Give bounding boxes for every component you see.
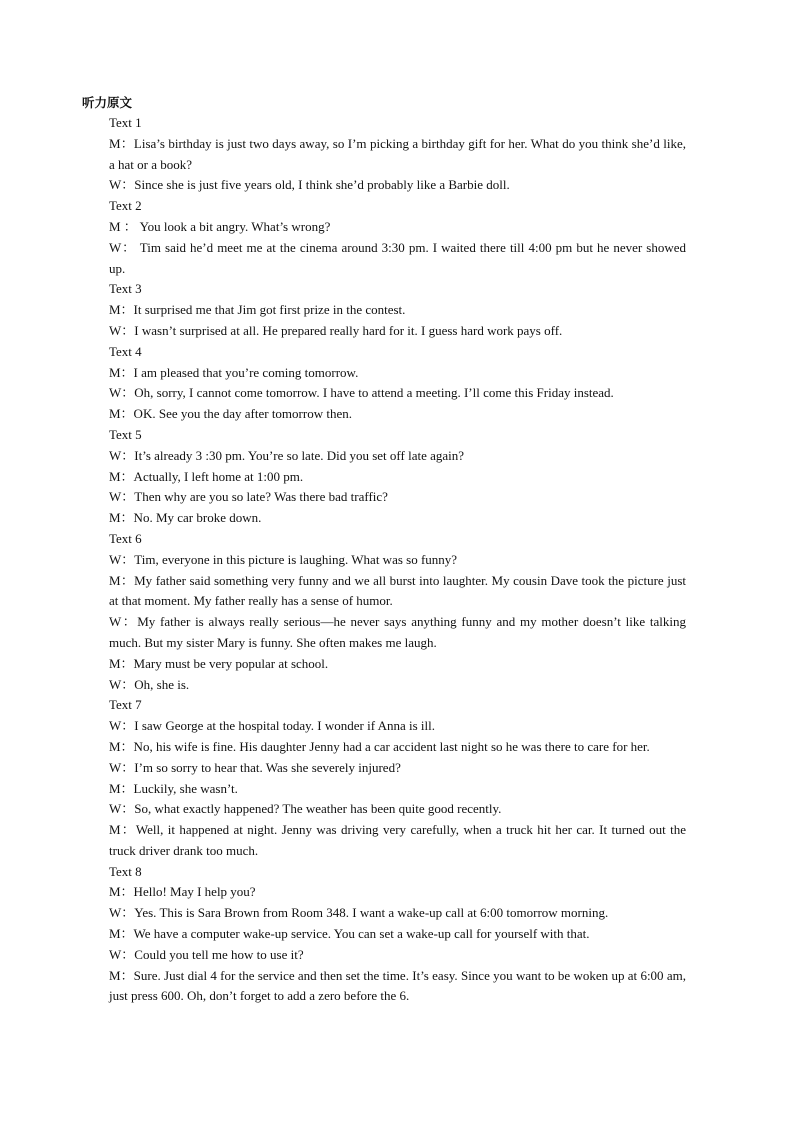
text-section <box>109 196 686 279</box>
text-section <box>109 425 686 529</box>
text-label: Text 8 <box>109 863 142 879</box>
text-label: Text 1 <box>109 115 142 130</box>
dialogue-line: M：My father said something very funny and we all burst into laughter. My cousin Dave took the picture just at that moment. My father really has a sense of humor. <box>109 572 686 609</box>
document-title: 听力原文 <box>82 95 133 110</box>
text-label: Text 7 <box>109 697 142 713</box>
dialogue-line: M：Mary must be very popular at school. <box>109 655 329 671</box>
dialogue-line: W：My father is always really serious—he never says anything funny and my mother doesn’t like talking much. But my sister Mary is funny. She often makes me laugh. <box>109 614 686 650</box>
dialogue-line: M：I am pleased that you’re coming tomorrow. <box>109 364 359 380</box>
transcript-content <box>109 113 686 1007</box>
dialogue-line: M：Well, it happened at night. Jenny was driving very carefully, when a truck hit her car. It turned out the truck driver drank too much. <box>109 822 686 858</box>
dialogue-line: M：Sure. Just dial 4 for the service and then set the time. It’s easy. Since you want to be woken up at 6:00 am, just press 600. Oh, don’t forget to add a zero before the 6. <box>109 967 686 1004</box>
dialogue-line: M：OK. See you the day after tomorrow then. <box>109 406 352 422</box>
text-section <box>109 695 686 861</box>
text-section <box>109 862 686 1008</box>
dialogue-line: M：No, his wife is fine. His daughter Jenny had a car accident last night so he was there to care for her. <box>109 738 650 754</box>
text-label: Text 3 <box>109 281 142 297</box>
dialogue-line: W： Tim said he’d meet me at the cinema around 3:30 pm. I waited there till 4:00 pm but he never showed up. <box>109 239 686 276</box>
dialogue-line: M：Actually, I left home at 1:00 pm. <box>109 468 304 484</box>
dialogue-line: W：I saw George at the hospital today. I wonder if Anna is ill. <box>109 718 436 734</box>
dialogue-line: W：Then why are you so late? Was there bad traffic? <box>109 489 388 505</box>
text-section <box>109 279 686 341</box>
dialogue-line: W：I wasn’t surprised at all. He prepared really hard for it. I guess hard work pays off. <box>109 322 563 338</box>
dialogue-line: M：Luckily, she wasn’t. <box>109 780 238 796</box>
dialogue-line: W：Oh, she is. <box>109 676 190 692</box>
dialogue-line: W：So, what exactly happened? The weather has been quite good recently. <box>109 801 502 817</box>
dialogue-line: M：No. My car broke down. <box>109 510 262 526</box>
text-label: Text 6 <box>109 530 142 546</box>
dialogue-line: W：I’m so sorry to hear that. Was she severely injured? <box>109 759 401 775</box>
dialogue-line: W：Yes. This is Sara Brown from Room 348. I want a wake-up call at 6:00 tomorrow morning. <box>109 905 609 921</box>
dialogue-line: W：Since she is just five years old, I think she’d probably like a Barbie doll. <box>109 177 510 193</box>
dialogue-line: M：It surprised me that Jim got first prize in the contest. <box>109 302 406 318</box>
text-label: Text 5 <box>109 426 142 442</box>
text-label: Text 2 <box>109 198 142 214</box>
text-section <box>109 342 686 425</box>
dialogue-line: W：Oh, sorry, I cannot come tomorrow. I have to attend a meeting. I’ll come this Friday instead. <box>109 385 614 401</box>
dialogue-line: M：We have a computer wake-up service. You can set a wake-up call for yourself with that. <box>109 926 590 942</box>
text-label: Text 4 <box>109 343 142 359</box>
dialogue-line: W：Could you tell me how to use it? <box>109 946 304 962</box>
dialogue-line: M ： You look a bit angry. What’s wrong? <box>109 218 331 234</box>
dialogue-line: W：Tim, everyone in this picture is laughing. What was so funny? <box>109 551 458 567</box>
dialogue-line: M：Hello! May I help you? <box>109 884 256 900</box>
dialogue-line: W：It’s already 3 :30 pm. You’re so late. Did you set off late again? <box>109 447 465 463</box>
text-section <box>109 113 686 196</box>
dialogue-line: M：Lisa’s birthday is just two days away, so I’m picking a birthday gift for her. What do you think she’d like, a hat or a book? <box>109 135 686 172</box>
text-section <box>109 529 686 695</box>
